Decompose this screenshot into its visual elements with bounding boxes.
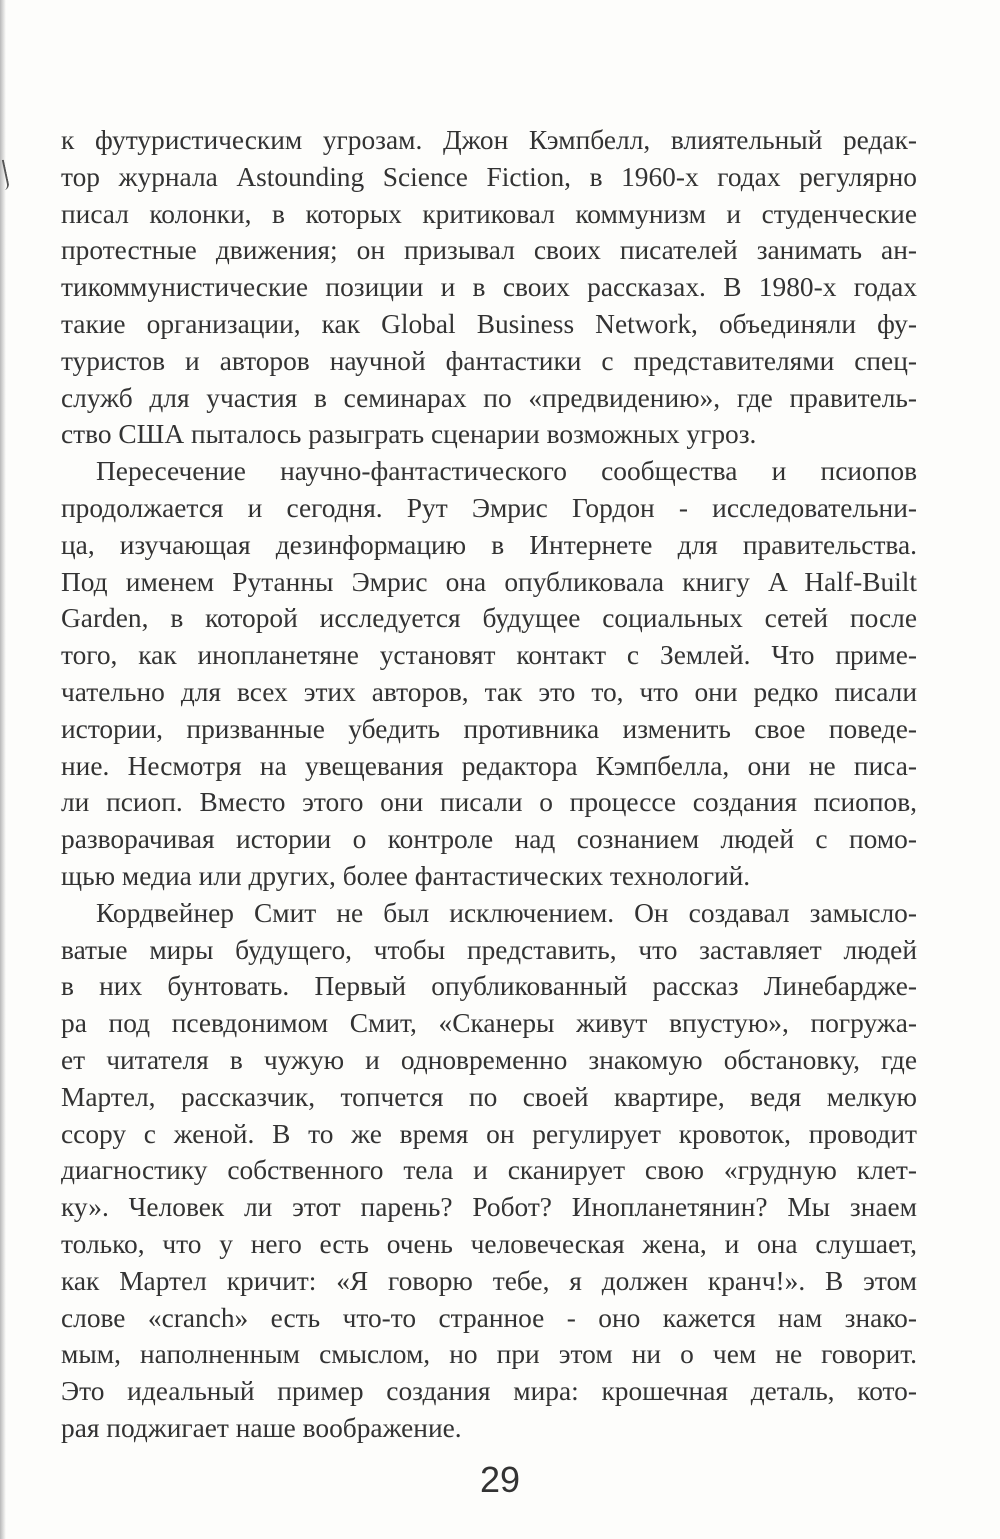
text-line: мым, наполненным смыслом, но при этом ни о чем не говорит. [61,1339,917,1370]
text-line: Под именем Рутанны Эмрис она опубликовала книгу A Half-Built [61,566,917,597]
text-line: ние. Несмотря на увещевания редактора Кэмпбелла, они не писа- [61,750,917,781]
text-line: в них бунтовать. Первый опубликованный рассказ Линебардже- [61,971,917,1002]
text-line: ет читателя в чужую и одновременно знакомую обстановку, где [61,1044,917,1075]
text-line: протестные движения; он призывал своих писателей занимать ан- [61,235,917,266]
paragraph-1 [61,122,917,453]
text-line: чательно для всех этих авторов, так это то, что они редко писали [61,676,917,707]
page-number: 29 [479,1459,521,1500]
text-line: диагностику собственного тела и сканирует свою «грудную клет- [61,1155,917,1186]
text-line: Пересечение научно-фантастического сообщества и псиопов [96,456,917,487]
text-line: рая поджигает наше воображение. [61,1412,462,1443]
text-line: служб для участия в семинарах по «предвидению», где правитель- [61,382,917,413]
text-line: только, что у него есть очень человеческая жена, и она слушает, [61,1228,917,1259]
text-line: ватые миры будущего, чтобы представить, что заставляет людей [61,934,917,965]
text-line: разворачивая истории о контроле над сознанием людей с помо- [61,824,917,855]
text-line: Мартел, рассказчик, топчется по своей квартире, ведя мелкую [61,1081,917,1112]
text-line: Garden, в которой исследуется будущее социальных сетей после [61,603,917,634]
body-text [61,122,917,1447]
text-line: такие организации, как Global Business Network, объединяли фу- [61,308,917,339]
text-line: тор журнала Astounding Science Fiction, в 1960-х годах регулярно [61,161,917,192]
text-line: туристов и авторов научной фантастики с представителями спец- [61,345,917,376]
text-line: ство США пыталось разыграть сценарии возможных угроз. [61,419,757,450]
text-line: ра под псевдонимом Смит, «Сканеры живут впустую», погружа- [61,1008,917,1039]
text-line: ца, изучающая дезинформацию в Интернете для правительства. [61,529,917,560]
text-line: продолжается и сегодня. Рут Эмрис Гордон - исследовательни- [61,492,917,523]
text-line: ссору с женой. В то же время он регулирует кровоток, проводит [61,1118,917,1149]
text-line: Кордвейнер Смит не был исключением. Он создавал замысло- [96,897,917,928]
text-line: того, как инопланетяне установят контакт с Землей. Что приме- [61,640,917,671]
text-line: щью медиа или других, более фантастических технологий. [61,860,751,891]
text-line: Это идеальный пример создания мира: крошечная деталь, кото- [61,1376,917,1407]
page-edge-shadow [0,0,6,1539]
paragraph-3 [61,895,917,1447]
text-line: слове «cranch» есть что-то странное - оно кажется нам знако- [61,1302,917,1333]
text-line: тикоммунистические позиции и в своих рассказах. В 1980-х годах [61,272,917,303]
text-line: истории, призванные убедить противника изменить свое поведе- [61,713,917,744]
text-line: ку». Человек ли этот парень? Робот? Инопланетянин? Мы знаем [61,1192,917,1223]
paragraph-2 [61,453,917,895]
text-line: как Мартел кричит: «Я говорю тебе, я должен кранч!». В этом [61,1265,917,1296]
text-line: ли псиоп. Вместо этого они писали о процессе создания псиопов, [61,787,917,818]
text-line: к футуристическим угрозам. Джон Кэмпбелл, влиятельный редак- [61,125,917,155]
text-line: писал колонки, в которых критиковал коммунизм и студенческие [61,198,917,229]
